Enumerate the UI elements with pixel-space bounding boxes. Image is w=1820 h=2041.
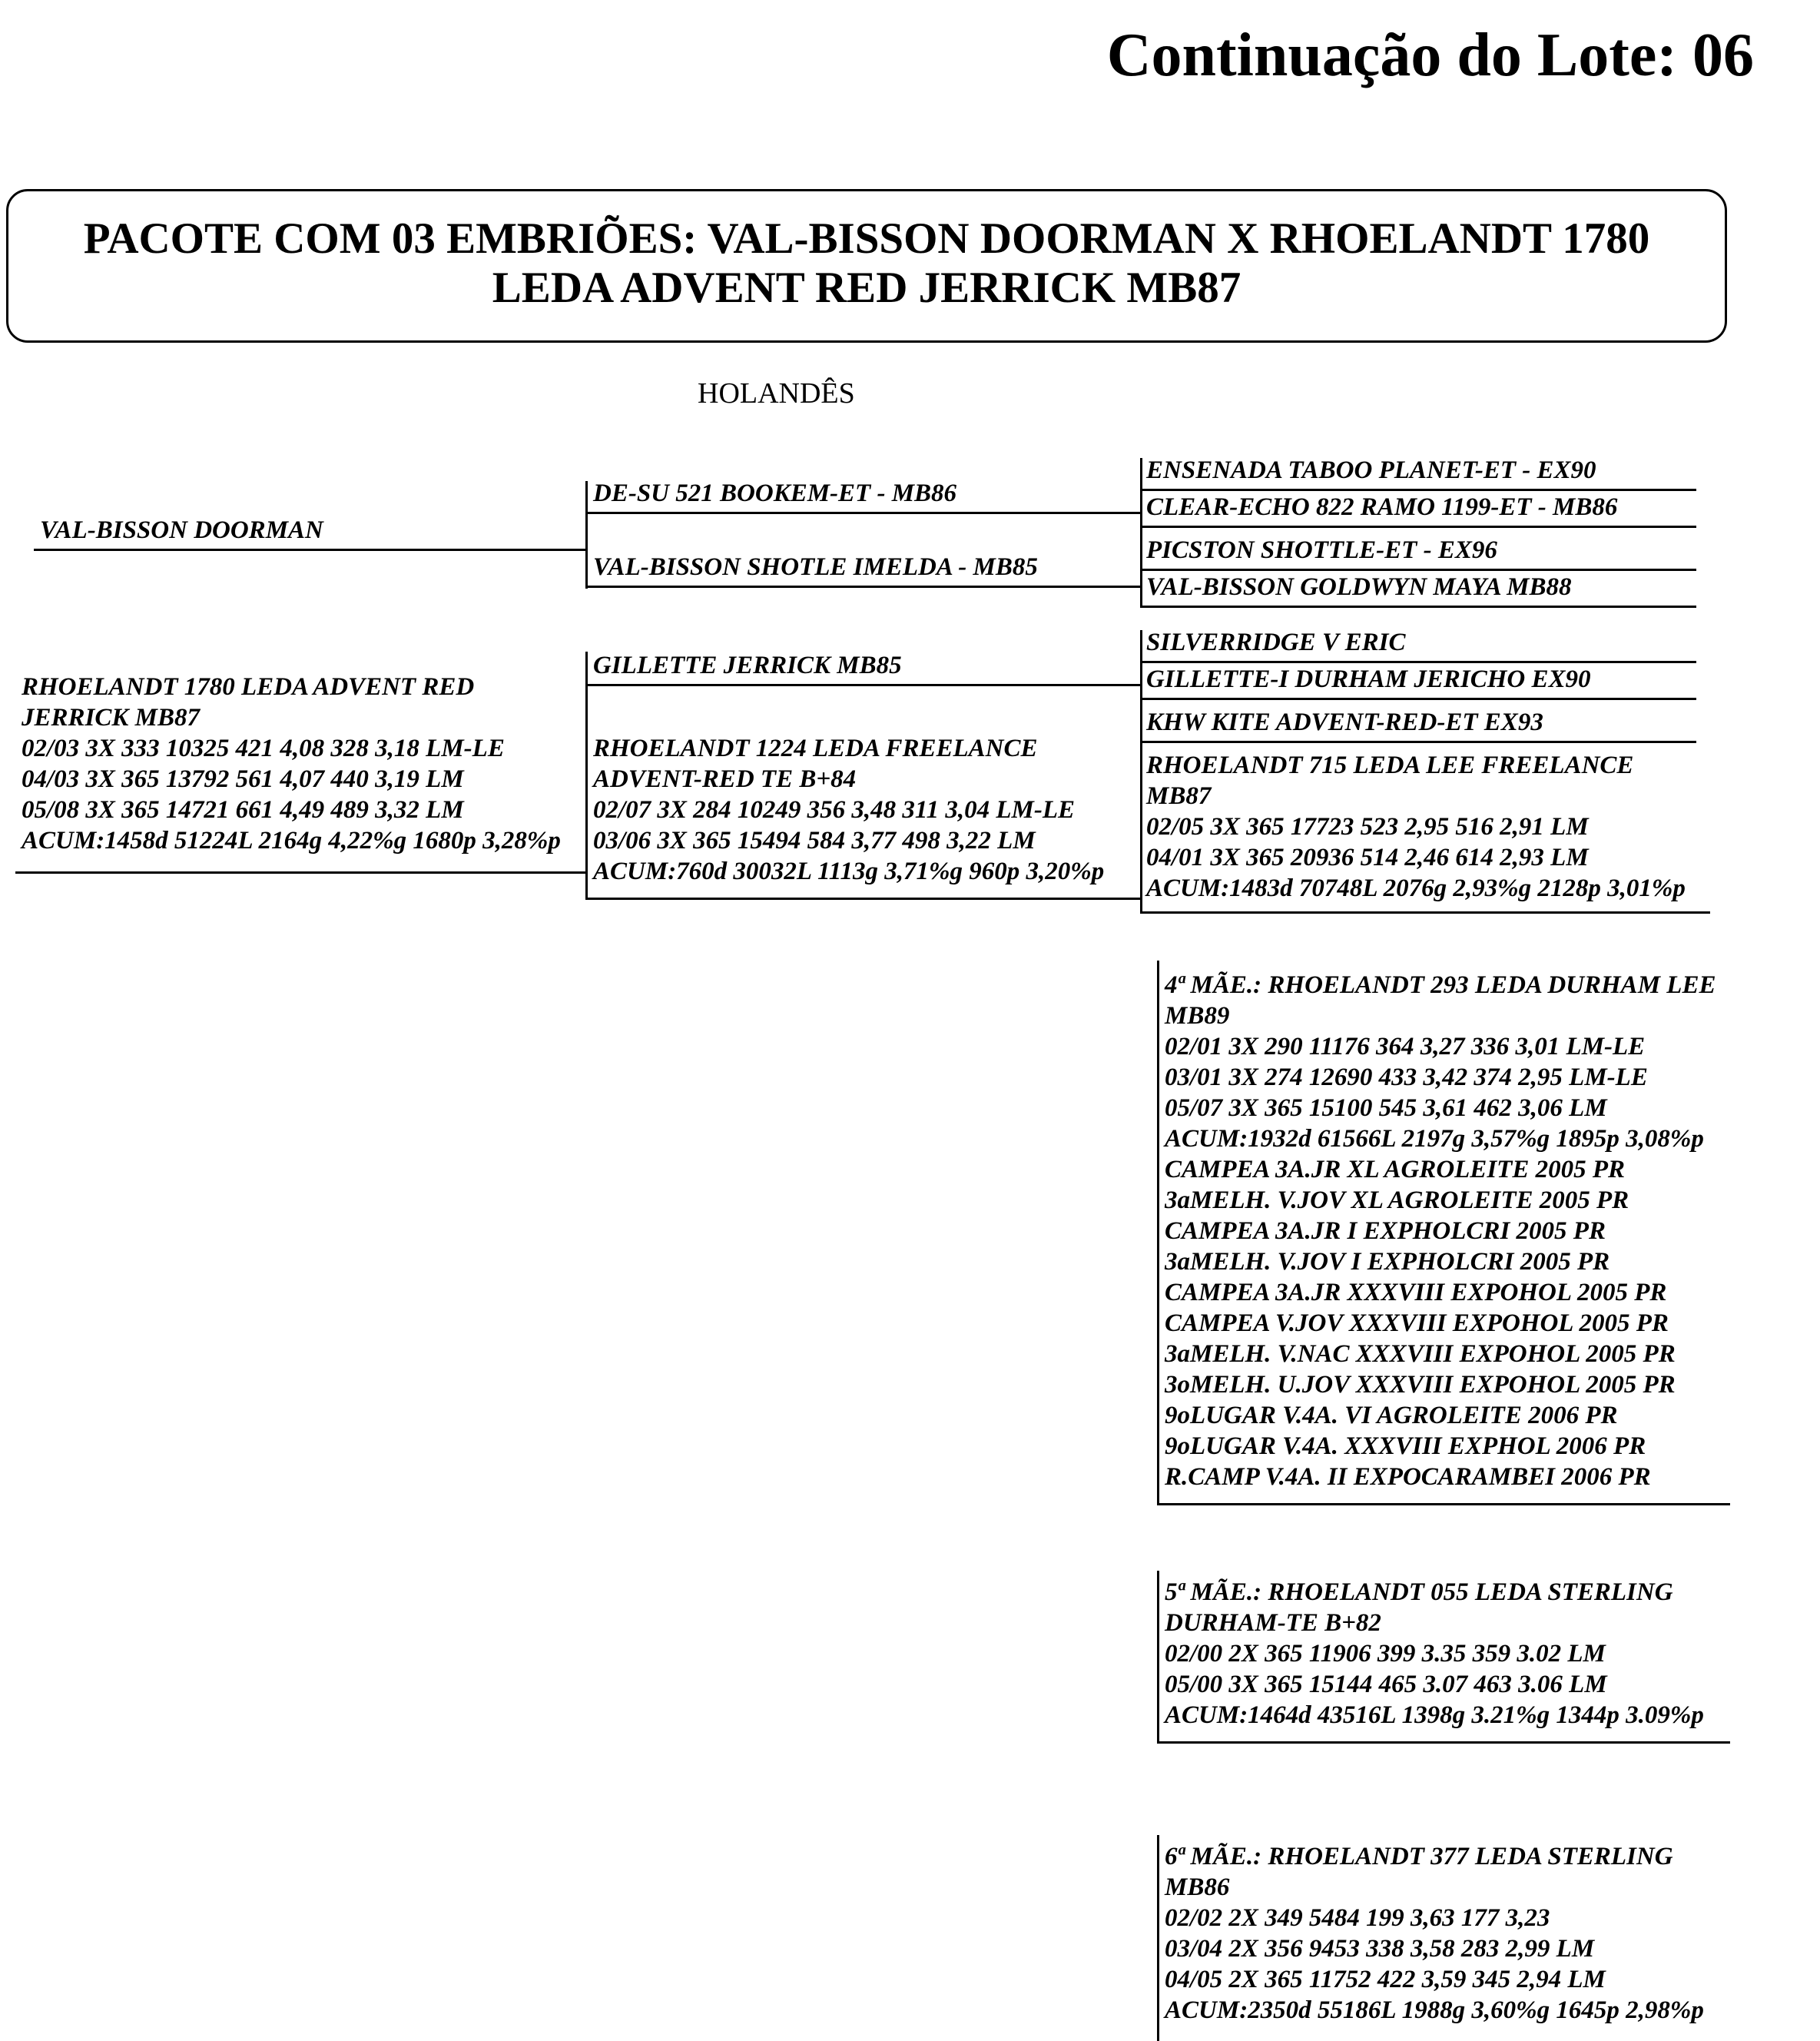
maternal-granddam-line: 02/07 3X 284 10249 356 3,48 311 3,04 LM-LE [593, 796, 1076, 824]
fourth-dam-line: 3oMELH. U.JOV XXXVIII EXPOHOL 2005 PR [1165, 1371, 1676, 1399]
g3-line-3 [1140, 569, 1696, 571]
fourth-dam-line: 05/07 3X 365 15100 545 3,61 462 3,06 LM [1165, 1094, 1607, 1122]
dam-block [22, 672, 561, 856]
dam-line: JERRICK MB87 [22, 704, 200, 732]
connector-g1 [1140, 458, 1142, 530]
g3-line-4 [1140, 606, 1696, 608]
dam-line: ACUM:1458d 51224L 2164g 4,22%g 1680p 3,28%p [22, 827, 561, 855]
g3-ancestor-8-block [1146, 750, 1686, 904]
g3-line-2 [1140, 526, 1696, 528]
fourth-dam-line: 3aMELH. V.JOV XL AGROLEITE 2005 PR [1165, 1186, 1629, 1214]
lot-title-box [6, 189, 1727, 343]
g3-ancestor-8-line: 02/05 3X 365 17723 523 2,95 516 2,91 LM [1146, 813, 1589, 841]
fourth-dam-line: 9oLUGAR V.4A. XXXVIII EXPHOL 2006 PR [1165, 1432, 1646, 1460]
fifth-dam-bracket [1157, 1571, 1159, 1743]
lot-title-line-1: PACOTE COM 03 EMBRIÕES: VAL-BISSON DOORMAN X RHOELANDT 1780 [83, 214, 1650, 263]
breed-label: HOLANDÊS [698, 377, 855, 410]
fifth-dam-line: 5ª MÃE.: RHOELANDT 055 LEDA STERLING [1165, 1578, 1673, 1606]
g3-ancestor-8-line: 04/01 3X 365 20936 514 2,46 614 2,93 LM [1146, 844, 1589, 871]
g3-ancestor-1: ENSENADA TABOO PLANET-ET - EX90 [1146, 456, 1596, 484]
g3-ancestor-6: GILLETTE-I DURHAM JERICHO EX90 [1146, 665, 1591, 693]
connector-g3 [1140, 630, 1142, 701]
fourth-dam-line: 3aMELH. V.JOV I EXPHOLCRI 2005 PR [1165, 1248, 1610, 1276]
fourth-dam-line: 02/01 3X 290 11176 364 3,27 336 3,01 LM-LE [1165, 1033, 1646, 1060]
fourth-dam-line: 3aMELH. V.NAC XXXVIII EXPOHOL 2005 PR [1165, 1340, 1676, 1368]
fourth-dam-line: ACUM:1932d 61566L 2197g 3,57%g 1895p 3,08%p [1165, 1125, 1704, 1153]
maternal-granddam-line: ADVENT-RED TE B+84 [593, 765, 857, 793]
fourth-dam-bracket [1157, 961, 1159, 1505]
dam-line: 04/03 3X 365 13792 561 4,07 440 3,19 LM [22, 765, 464, 793]
g3-ancestor-7: KHW KITE ADVENT-RED-ET EX93 [1146, 709, 1543, 736]
g3-ancestor-8-line: ACUM:1483d 70748L 2076g 2,93%g 2128p 3,01%p [1146, 874, 1686, 902]
g3-ancestor-3: PICSTON SHOTTLE-ET - EX96 [1146, 536, 1497, 564]
maternal-grandsire-line [585, 684, 1142, 686]
g3-line-5 [1140, 661, 1696, 663]
maternal-granddam-line-rule [585, 898, 1142, 900]
fourth-dam-block [1165, 970, 1716, 1492]
sixth-dam-line: 6ª MÃE.: RHOELANDT 377 LEDA STERLING [1165, 1843, 1673, 1870]
fifth-dam-block [1165, 1577, 1704, 1731]
connector-dam [585, 652, 588, 899]
sixth-dam-block [1165, 1841, 1704, 2026]
paternal-grandsire-line [585, 512, 1142, 514]
connector-g4 [1140, 701, 1142, 913]
paternal-grandsire: DE-SU 521 BOOKEM-ET - MB86 [593, 480, 957, 507]
fourth-dam-line: MB89 [1165, 1002, 1230, 1030]
fifth-dam-line: DURHAM-TE B+82 [1165, 1609, 1381, 1637]
maternal-granddam-line: 03/06 3X 365 15494 584 3,77 498 3,22 LM [593, 827, 1036, 855]
dam-line: 05/08 3X 365 14721 661 4,49 489 3,32 LM [22, 796, 464, 824]
fifth-dam-line: ACUM:1464d 43516L 1398g 3.21%g 1344p 3.09%p [1165, 1701, 1704, 1729]
fourth-dam-line: CAMPEA 3A.JR XXXVIII EXPOHOL 2005 PR [1165, 1279, 1667, 1306]
page-title: Continuação do Lote: 06 [1106, 22, 1754, 89]
sixth-dam-line: MB86 [1165, 1873, 1230, 1901]
g3-line-7 [1140, 741, 1696, 743]
sixth-dam-line: 03/04 2X 356 9453 338 3,58 283 2,99 LM [1165, 1935, 1595, 1963]
fifth-dam-rule [1157, 1741, 1730, 1744]
fifth-dam-line: 02/00 2X 365 11906 399 3.35 359 3.02 LM [1165, 1640, 1606, 1668]
maternal-granddam-line: RHOELANDT 1224 LEDA FREELANCE [593, 735, 1038, 762]
maternal-granddam-block [593, 733, 1104, 887]
sixth-dam-line: 02/02 2X 349 5484 199 3,63 177 3,23 [1165, 1904, 1550, 1932]
fifth-dam-line: 05/00 3X 365 15144 465 3.07 463 3.06 LM [1165, 1671, 1607, 1698]
fourth-dam-line: 9oLUGAR V.4A. VI AGROLEITE 2006 PR [1165, 1402, 1618, 1429]
paternal-granddam: VAL-BISSON SHOTLE IMELDA - MB85 [593, 553, 1038, 581]
fourth-dam-line: 4ª MÃE.: RHOELANDT 293 LEDA DURHAM LEE [1165, 971, 1716, 999]
g3-ancestor-5: SILVERRIDGE V ERIC [1146, 629, 1406, 656]
sire-line [34, 549, 587, 551]
paternal-granddam-line [585, 586, 1142, 588]
maternal-granddam-line: ACUM:760d 30032L 1113g 3,71%g 960p 3,20%p [593, 858, 1105, 885]
dam-line: 02/03 3X 333 10325 421 4,08 328 3,18 LM-LE [22, 735, 505, 762]
fourth-dam-line: R.CAMP V.4A. II EXPOCARAMBEI 2006 PR [1165, 1463, 1651, 1491]
g3-line-1 [1140, 489, 1696, 491]
fourth-dam-line: CAMPEA 3A.JR I EXPHOLCRI 2005 PR [1165, 1217, 1606, 1245]
g3-line-6 [1140, 698, 1696, 700]
fourth-dam-line: 03/01 3X 274 12690 433 3,42 374 2,95 LM-LE [1165, 1064, 1648, 1091]
fourth-dam-rule [1157, 1503, 1730, 1505]
sixth-dam-line: ACUM:2350d 55186L 1988g 3,60%g 1645p 2,98%p [1165, 1996, 1704, 2024]
dam-line: RHOELANDT 1780 LEDA ADVENT RED [22, 673, 475, 701]
sixth-dam-bracket [1157, 1835, 1159, 2041]
g3-ancestor-2: CLEAR-ECHO 822 RAMO 1199-ET - MB86 [1146, 493, 1618, 521]
dam-line-rule [15, 871, 587, 874]
connector-g2 [1140, 530, 1142, 606]
sixth-dam-line: 04/05 2X 365 11752 422 3,59 345 2,94 LM [1165, 1966, 1606, 1993]
g3-ancestor-4: VAL-BISSON GOLDWYN MAYA MB88 [1146, 573, 1572, 601]
connector-sire [585, 481, 588, 589]
fourth-dam-line: CAMPEA 3A.JR XL AGROLEITE 2005 PR [1165, 1156, 1625, 1183]
maternal-grandsire: GILLETTE JERRICK MB85 [593, 652, 902, 679]
lot-title-line-2: LEDA ADVENT RED JERRICK MB87 [492, 264, 1242, 312]
g3-ancestor-8-line: MB87 [1146, 782, 1212, 810]
g3-line-8 [1140, 911, 1710, 914]
sire-name: VAL-BISSON DOORMAN [40, 516, 323, 544]
fourth-dam-line: CAMPEA V.JOV XXXVIII EXPOHOL 2005 PR [1165, 1309, 1669, 1337]
g3-ancestor-8-line: RHOELANDT 715 LEDA LEE FREELANCE [1146, 752, 1634, 779]
